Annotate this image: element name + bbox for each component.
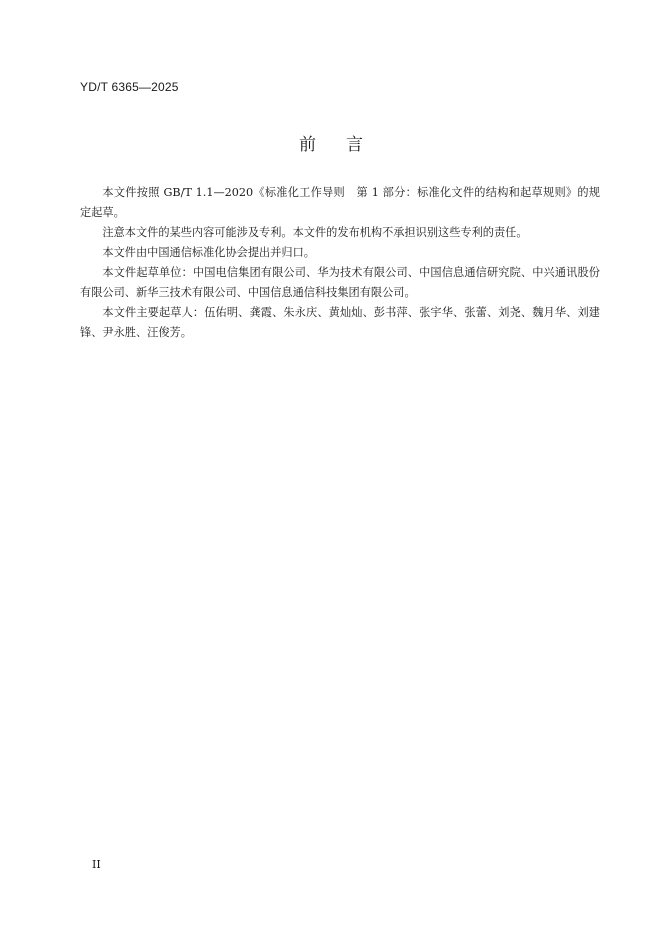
paragraph-drafters: 本文件主要起草人：伍佑明、龚霞、朱永庆、黄灿灿、彭书萍、张宇华、张蕾、刘尧、魏月华、刘建锋、尹永胜、汪俊芳。 [80, 306, 600, 339]
page-number: II [92, 858, 101, 871]
paragraph-patent-notice: 注意本文件的某些内容可能涉及专利。本文件的发布机构不承担识别这些专利的责任。 [102, 226, 528, 239]
paragraph-drafting-units: 本文件起草单位：中国电信集团有限公司、华为技术有限公司、中国信息通信研究院、中兴通讯股份有限公司、新华三技术有限公司、中国信息通信科技集团有限公司。 [80, 266, 600, 299]
foreword-body [80, 183, 600, 343]
paragraph-drafting-rules: 本文件按照 GB/T 1.1—2020《标准化工作导则 第 1 部分：标准化文件的结构和起草规则》的规定起草。 [80, 186, 600, 219]
paragraph-proposer: 本文件由中国通信标准化协会提出并归口。 [102, 246, 315, 259]
document-code: YD/T 6365—2025 [80, 80, 179, 94]
page-title: 前言 [299, 135, 393, 155]
